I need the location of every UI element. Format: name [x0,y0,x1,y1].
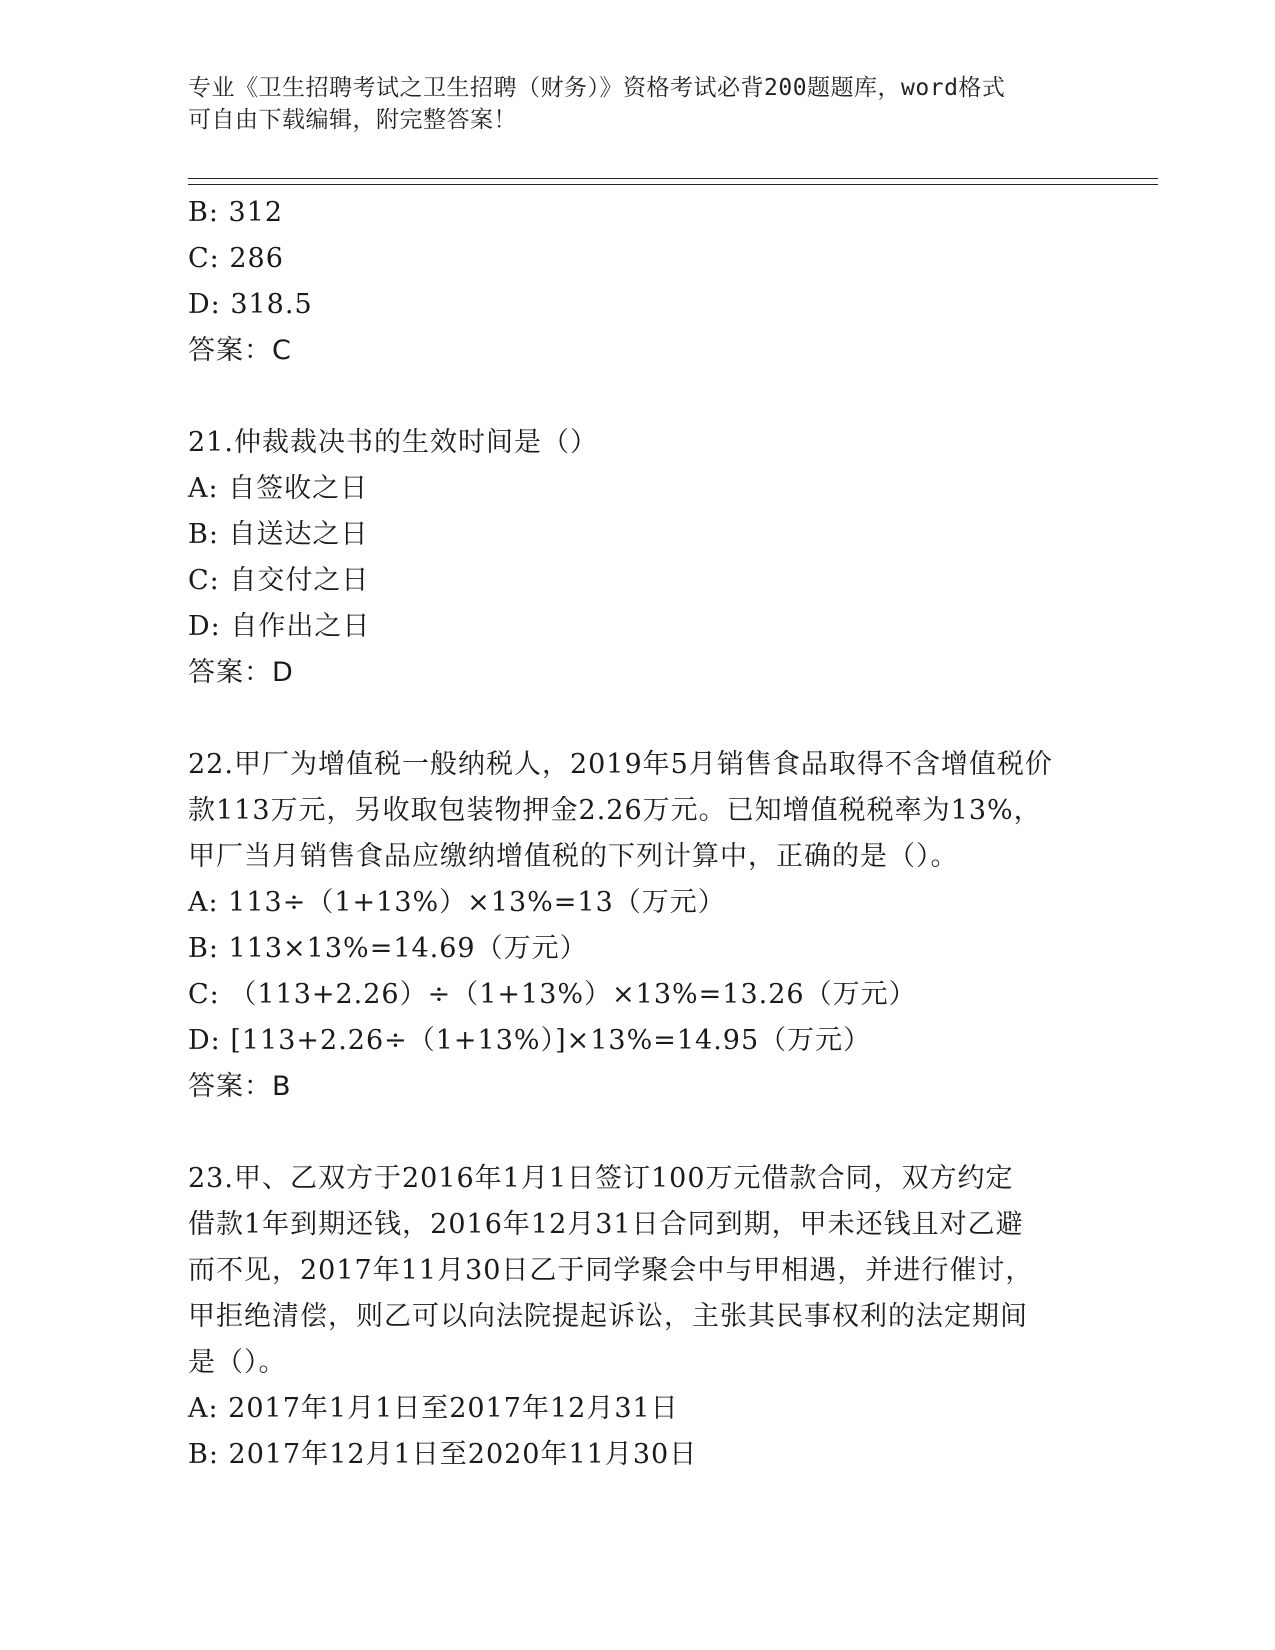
option-c: C: 自交付之日 [188,565,370,596]
spacer [188,1110,1088,1156]
option-a: A: 2017年1月1日至2017年12月31日 [188,1393,679,1424]
answer-label: 答案：B [188,1071,292,1102]
question-stem-line: 22.甲厂为增值税一般纳税人，2019年5月销售食品取得不含增值税价 [188,749,1053,780]
option-d: D: 318.5 [188,289,313,320]
option-c: C: （113+2.26）÷（1+13%）×13%=13.26（万元） [188,979,917,1010]
question-stem-line: 是（）。 [188,1347,287,1378]
question-23 [188,1156,1088,1478]
question-22 [188,742,1088,1110]
question-stem-line: 甲厂当月销售食品应缴纳增值税的下列计算中，正确的是（）。 [188,841,959,872]
option-b: B: 113×13%=14.69（万元） [188,933,588,964]
header-title-line-2: 可自由下载编辑，附完整答案！ [188,107,517,133]
question-stem-line: 23.甲、乙双方于2016年1月1日签订100万元借款合同，双方约定 [188,1163,1014,1194]
question-20-tail [188,190,1088,374]
question-21 [188,420,1088,696]
option-a: A: 自签收之日 [188,473,369,504]
option-d: D: 自作出之日 [188,611,371,642]
document-header [188,72,1088,136]
question-stem-line: 而不见，2017年11月30日乙于同学聚会中与甲相遇，并进行催讨， [188,1255,1034,1286]
option-a: A: 113÷（1+13%）×13%=13（万元） [188,887,726,918]
question-stem-line: 款113万元，另收取包装物押金2.26万元。已知增值税税率为13%， [188,795,1042,826]
header-divider-bottom [188,184,1158,185]
option-d: D: [113+2.26÷（1+13%）]×13%=14.95（万元） [188,1025,872,1056]
header-title-line-1: 专业《卫生招聘考试之卫生招聘（财务）》资格考试必背200题题库，word格式 [188,75,1006,101]
question-content [188,190,1088,1478]
question-stem: 21.仲裁裁决书的生效时间是（） [188,427,598,458]
spacer [188,696,1088,742]
answer-label: 答案：D [188,657,294,688]
option-b: B: 自送达之日 [188,519,369,550]
spacer [188,374,1088,420]
answer-label: 答案：C [188,335,292,366]
question-stem-line: 甲拒绝清偿，则乙可以向法院提起诉讼，主张其民事权利的法定期间 [188,1301,1028,1332]
option-b: B: 2017年12月1日至2020年11月30日 [188,1439,698,1470]
header-divider-top [188,178,1158,179]
option-b: B: 312 [188,197,284,228]
option-c: C: 286 [188,243,284,274]
question-stem-line: 借款1年到期还钱，2016年12月31日合同到期，甲未还钱且对乙避 [188,1209,1024,1240]
